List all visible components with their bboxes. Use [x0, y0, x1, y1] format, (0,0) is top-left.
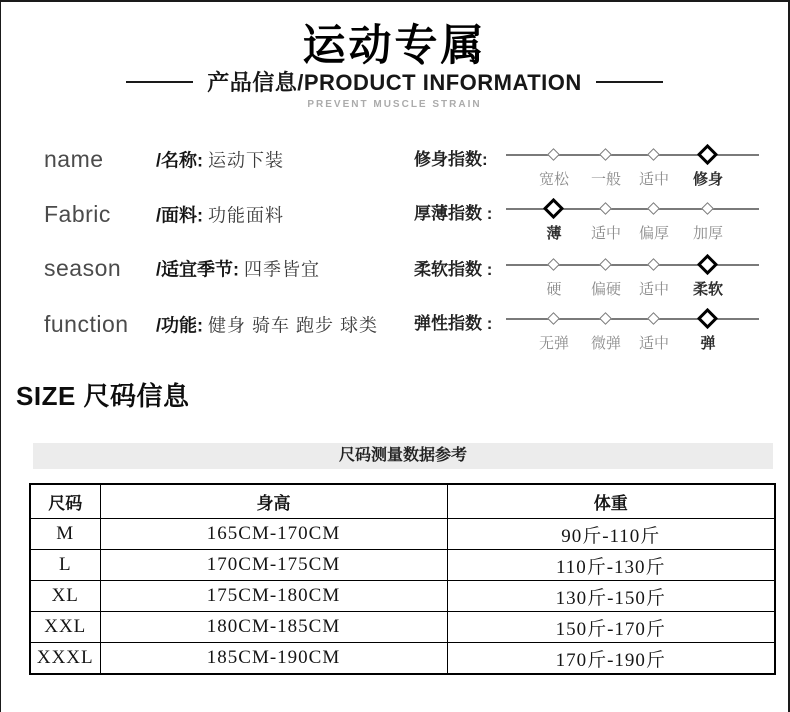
- scale-track-line: [506, 318, 759, 320]
- attribute-key: /名称:: [156, 150, 203, 171]
- diamond-icon: [647, 312, 660, 325]
- diamond-icon: [647, 258, 660, 271]
- table-row: [30, 643, 775, 675]
- table-header-cell: 身高: [100, 484, 447, 519]
- scale-row-elasticity: [414, 305, 774, 357]
- scale-option-label: 适中: [638, 335, 669, 352]
- table-cell-height: 175CM-180CM: [100, 581, 447, 612]
- table-cell-weight: 90斤-110斤: [447, 519, 775, 550]
- table-cell-size: XL: [30, 581, 100, 612]
- table-cell-size: L: [30, 550, 100, 581]
- diamond-icon: [547, 148, 560, 161]
- scale-option-label: 弹: [700, 335, 716, 352]
- table-title-band: 尺码测量数据参考: [33, 443, 773, 469]
- attribute-value: 四季皆宜: [244, 259, 321, 280]
- attribute-label-en: name: [44, 146, 104, 172]
- diamond-icon: [599, 312, 612, 325]
- scale-option-label: 硬: [546, 281, 562, 298]
- table-header-cell: 尺码: [30, 484, 100, 519]
- attribute-row-fabric: [44, 201, 284, 228]
- attribute-value: 健身 骑车 跑步 球类: [208, 315, 379, 336]
- table-cell-weight: 110斤-130斤: [447, 550, 775, 581]
- scale-track-line: [506, 264, 759, 266]
- scale-option-label: 加厚: [692, 225, 723, 242]
- table-row: [30, 519, 775, 550]
- scale-option-label: 适中: [638, 171, 669, 188]
- diamond-icon: [599, 258, 612, 271]
- table-cell-height: 180CM-185CM: [100, 612, 447, 643]
- diamond-icon: [647, 202, 660, 215]
- attribute-row-function: [44, 311, 378, 338]
- scale-label: 柔软指数 :: [414, 260, 493, 279]
- table-cell-height: 165CM-170CM: [100, 519, 447, 550]
- scale-option-label: 修身: [692, 171, 723, 188]
- attribute-row-name: [44, 146, 284, 173]
- attribute-label-en: Fabric: [44, 201, 111, 227]
- section-title: 产品信息/PRODUCT INFORMATION: [207, 70, 582, 95]
- diamond-icon: [599, 202, 612, 215]
- table-cell-weight: 130斤-150斤: [447, 581, 775, 612]
- diamond-selected-icon: [543, 198, 564, 219]
- diamond-icon: [547, 312, 560, 325]
- scale-row-softness: [414, 251, 774, 303]
- table-cell-size: XXXL: [30, 643, 100, 675]
- diamond-icon: [547, 258, 560, 271]
- table-row: [30, 550, 775, 581]
- left-rule: [126, 81, 193, 83]
- attribute-key: /功能:: [156, 315, 203, 336]
- scale-option-label: 适中: [638, 281, 669, 298]
- scale-option-label: 宽松: [538, 171, 569, 188]
- scale-option-label: 适中: [590, 225, 621, 242]
- scale-option-label: 薄: [546, 225, 562, 242]
- table-row: [30, 612, 775, 643]
- diamond-icon: [599, 148, 612, 161]
- scale-label: 修身指数:: [414, 150, 488, 169]
- scale-label: 厚薄指数 :: [414, 204, 493, 223]
- table-cell-size: M: [30, 519, 100, 550]
- page-title: 运动专属: [302, 22, 487, 70]
- table-cell-height: 170CM-175CM: [100, 550, 447, 581]
- attribute-label-en: function: [44, 311, 129, 337]
- diamond-icon: [701, 202, 714, 215]
- diamond-selected-icon: [697, 144, 718, 165]
- scale-option-label: 偏厚: [638, 225, 669, 242]
- scale-option-label: 柔软: [692, 281, 723, 298]
- diamond-icon: [647, 148, 660, 161]
- diamond-selected-icon: [697, 254, 718, 275]
- diamond-selected-icon: [697, 308, 718, 329]
- attribute-value: 功能面料: [208, 205, 285, 226]
- scale-row-fit: [414, 141, 774, 193]
- attribute-label-en: season: [44, 255, 122, 281]
- right-rule: [596, 81, 663, 83]
- scale-label: 弹性指数 :: [414, 314, 493, 333]
- table-row: [30, 581, 775, 612]
- scale-option-label: 一般: [590, 171, 621, 188]
- scale-option-label: 偏硬: [590, 281, 621, 298]
- size-section-heading: SIZE 尺码信息: [16, 381, 190, 411]
- section-header: [1, 66, 788, 97]
- attribute-row-season: [44, 255, 320, 282]
- scale-row-thickness: [414, 195, 774, 247]
- size-table: [29, 483, 776, 675]
- attribute-key: /面料:: [156, 205, 203, 226]
- table-cell-weight: 150斤-170斤: [447, 612, 775, 643]
- scale-option-label: 微弹: [590, 335, 621, 352]
- table-header-cell: 体重: [447, 484, 775, 519]
- scale-track-line: [506, 154, 759, 156]
- scale-option-label: 无弹: [538, 335, 569, 352]
- table-cell-size: XXL: [30, 612, 100, 643]
- table-cell-height: 185CM-190CM: [100, 643, 447, 675]
- attribute-value: 运动下装: [208, 150, 285, 171]
- table-header-row: [30, 484, 775, 519]
- table-cell-weight: 170斤-190斤: [447, 643, 775, 675]
- attribute-key: /适宜季节:: [156, 259, 239, 280]
- tagline: PREVENT MUSCLE STRAIN: [307, 99, 482, 110]
